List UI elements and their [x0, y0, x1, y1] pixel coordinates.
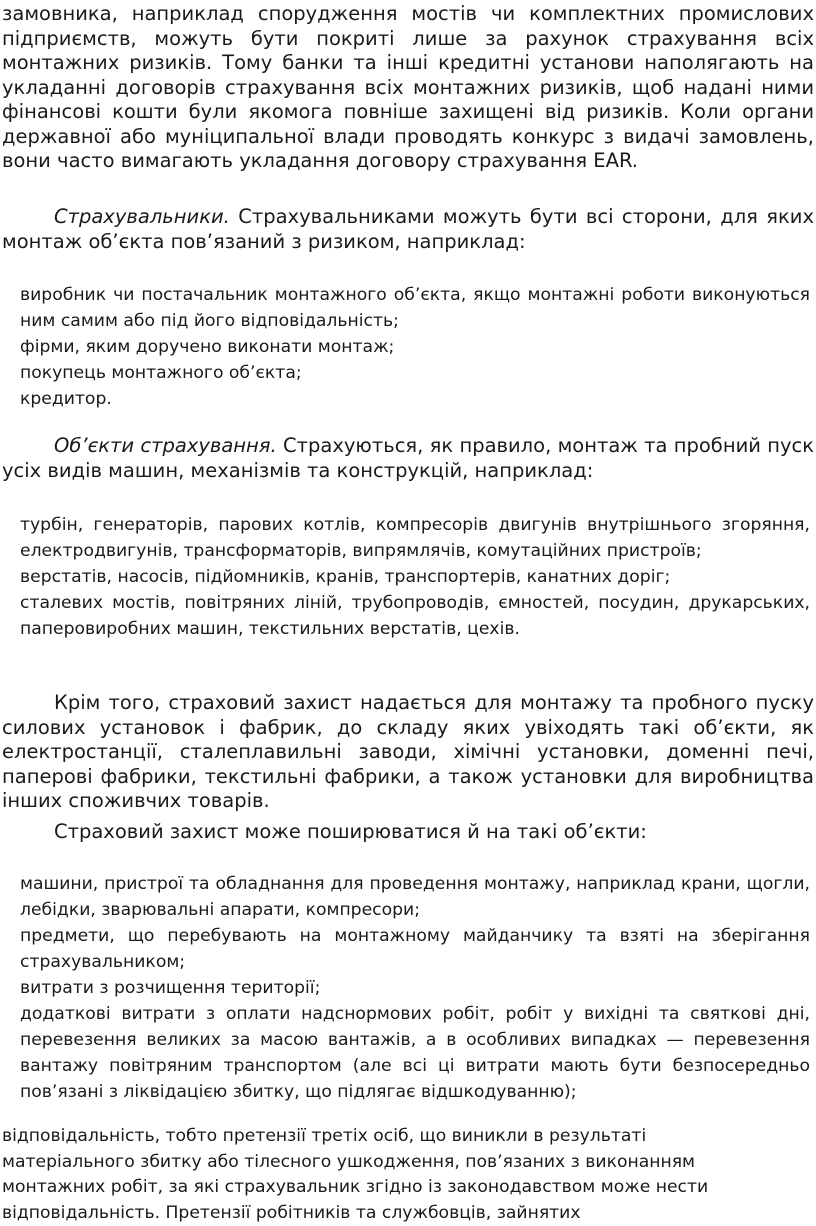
list-item: покупець монтажного об’єкта; [20, 360, 810, 386]
list-item: верстатів, насосів, підйомників, кранів, транспортерів, канатних доріг; [20, 564, 810, 590]
list-item: витрати з розчищення території; [20, 975, 810, 1001]
liability-line: відповідальність, тобто претензії третіх осіб, що виникли в результаті [0, 1124, 812, 1150]
paragraph-liability [0, 1124, 812, 1226]
paragraph-continued: замовника, наприклад спорудження мостів чи комплектних промислових підприємств, можуть бути покриті лише за рахунок страхування всіх монтажних ризиків. Тому банки та інші кредитні установи наполягають на укладанні договорів страхування всіх монтажних ризиків, щоб надані ними фінансові кошти були якомога повніше захищені від ризиків. Коли органи державної або муніципальної влади проводять конкурс з видачі замовлень, вони часто вимагають укладання договору страхування EAR. [0, 2, 816, 174]
liability-line: монтажних робіт, за які страхувальник згідно із законодавством може нести [0, 1175, 812, 1201]
paragraph-extend: Страховий захист може поширюватися й на такі об’єкти: [0, 820, 816, 845]
insurers-heading: Страхувальники. [54, 205, 230, 228]
objects-list [0, 512, 816, 642]
list-item: фірми, яким доручено виконати монтаж; [20, 334, 810, 360]
paragraph-insurers [0, 205, 816, 254]
objects-heading: Об’єкти страхування. [54, 434, 277, 457]
paragraph-additional: Крім того, страховий захист надається для монтажу та пробного пуску силових установок і фабрик, до складу яких увіходять такі об’єкти, як електростанції, сталеплавильні заводи, хімічні установки, доменні печі, паперові фабрики, текстильні фабрики, а також установки для виробництва інших споживчих товарів. [0, 691, 816, 814]
liability-line: відповідальність. Претензії робітників та службовців, зайнятих [0, 1201, 812, 1226]
list-item: виробник чи постачальник монтажного об’єкта, якщо монтажні роботи виконуються ним самим або під його відповідальність; [20, 282, 810, 334]
liability-line: матеріального збитку або тілесного ушкодження, пов’язаних з виконанням [0, 1150, 812, 1176]
paragraph-objects [0, 434, 816, 483]
objects-text: Страхуються, як правило, монтаж та пробний пуск усіх видів машин, механізмів та конструкцій, наприклад: [2, 434, 814, 482]
list-item: сталевих мостів, повітряних ліній, трубопроводів, ємностей, посудин, друкарських, паперовиробних машин, текстильних верстатів, цехів. [20, 590, 810, 642]
insurers-text: Страхувальниками можуть бути всі сторони, для яких монтаж об’єкта пов’язаний з ризиком, наприклад: [2, 205, 814, 253]
list-item: кредитор. [20, 386, 810, 412]
list-item: машини, пристрої та обладнання для проведення монтажу, наприклад крани, щогли, лебідки, зварювальні апарати, компресори; [20, 871, 810, 923]
insurers-list [0, 282, 816, 412]
extend-list [0, 871, 816, 1105]
list-item: предмети, що перебувають на монтажному майданчику та взяті на зберігання страхувальником; [20, 923, 810, 975]
list-item: додаткові витрати з оплати надснормових робіт, робіт у вихідні та святкові дні, перевезення великих за масою вантажів, а в особливих випадках — перевезення вантажу повітряним транспортом (але всі ці витрати мають бути безпосередньо пов’язані з ліквідацією збитку, що підлягає відшкодуванню); [20, 1001, 810, 1105]
list-item: турбін, генераторів, парових котлів, компресорів двигунів внутрішнього згоряння, електродвигунів, трансформаторів, випрямлячів, комутаційних пристроїв; [20, 512, 810, 564]
